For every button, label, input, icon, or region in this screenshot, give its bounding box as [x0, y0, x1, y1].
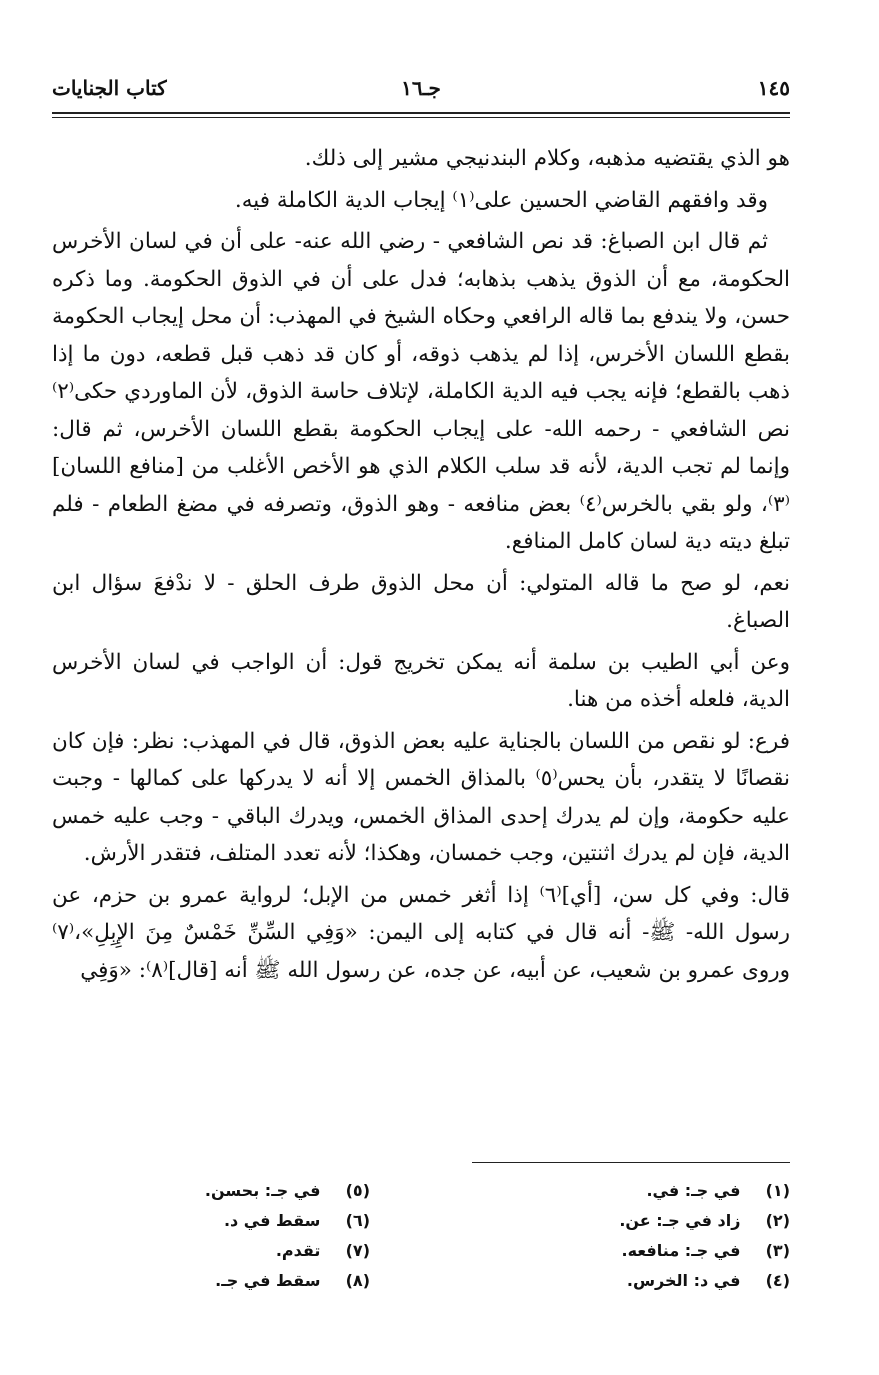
- paragraph: هو الذي يقتضيه مذهبه، وكلام البندنيجي مشير إلى ذلك.: [304, 146, 790, 171]
- paragraph: وقد وافقهم القاضي الحسين على⁽١⁾ إيجاب الدية الكاملة فيه.: [234, 187, 768, 213]
- footnotes-column-left: [50, 1176, 370, 1296]
- footnote-number: (٨): [345, 1271, 370, 1290]
- header-rule-thick: [52, 112, 790, 114]
- footnote-number: (٥): [345, 1181, 370, 1200]
- volume-label: جـ١٦: [401, 76, 441, 100]
- book-page: [52, 0, 790, 1375]
- book-title: كتاب الجنايات: [52, 76, 167, 100]
- footnote-number: (١): [765, 1181, 790, 1200]
- footnote-item: [470, 1266, 790, 1296]
- footnote-item: [50, 1266, 370, 1296]
- paragraph: فرع: لو نقص من اللسان بالجناية عليه بعض الذوق، قال في المهذب: نظر: فإن كان نقصانًا لا يتقدر، بأن يحس⁽٥⁾ بالمذاق الخمس إلا أنه لا يدركها على كمالها - وجبت عليه حكومة، وإن لم يدرك إحدى المذاق الخمس، ويدرك الباقي - وجب عليه خمس الدية، فإن لم يدرك اثنتين، وجب خمسان، وهكذا؛ لأنه تعدد المتلف، فتقدر الأرش.: [52, 728, 790, 866]
- header-rule-thin: [52, 117, 790, 118]
- footnote-text: في جـ: في.: [646, 1181, 741, 1200]
- footnote-text: في د: الخرس.: [626, 1271, 741, 1290]
- footnotes-column-right: [470, 1176, 790, 1296]
- footnotes: [52, 1176, 790, 1306]
- main-text: [52, 140, 790, 993]
- footnote-item: [470, 1206, 790, 1236]
- footnote-text: في جـ: بحسن.: [204, 1181, 321, 1200]
- page-header: [52, 70, 790, 110]
- page-number: ١٤٥: [757, 76, 790, 100]
- footnote-number: (٤): [765, 1271, 790, 1290]
- footnote-number: (٣): [765, 1241, 790, 1260]
- footnote-number: (٦): [345, 1211, 370, 1230]
- footnote-item: [470, 1176, 790, 1206]
- footnote-text: تقدم.: [275, 1241, 321, 1260]
- footnote-text: سقط في جـ.: [215, 1271, 321, 1290]
- paragraph: نعم، لو صح ما قاله المتولي: أن محل الذوق طرف الحلق - لا ندْفعَ سؤال ابن الصباغ.: [52, 570, 790, 633]
- footnote-item: [50, 1206, 370, 1236]
- footnote-text: زاد في جـ: عن.: [619, 1211, 741, 1230]
- footnote-item: [50, 1176, 370, 1206]
- footnote-number: (٧): [345, 1241, 370, 1260]
- footnote-text: سقط في د.: [223, 1211, 321, 1230]
- footnote-text: في جـ: منافعه.: [621, 1241, 741, 1260]
- footnote-item: [470, 1236, 790, 1266]
- footnote-item: [50, 1236, 370, 1266]
- footnote-separator: [472, 1162, 790, 1163]
- footnote-number: (٢): [765, 1211, 790, 1230]
- paragraph: ثم قال ابن الصباغ: قد نص الشافعي - رضي الله عنه- على أن في لسان الأخرس الحكومة، مع أن الذوق يذهب بذهابه؛ فدل على أن في الذوق الحكومة. وما ذكره حسن، ولا يندفع بما قاله الرافعي وحكاه الشيخ في المهذب: أن محل إيجاب الحكومة بقطع اللسان الأخرس، إذا لم يذهب ذوقه، أو كان قد ذهب قبل قطعه، دون ما إذا ذهب بالقطع؛ فإنه يجب فيه الدية الكاملة، لإتلاف حاسة الذوق، لأن الماوردي حكى⁽٢⁾ نص الشافعي - رحمه الله- على إيجاب الحكومة بقطع اللسان الأخرس، ثم قال: وإنما لم تجب الدية، لأنه قد سلب الكلام الذي هو الأخص الأغلب من [منافع اللسان]⁽٣⁾، ولو بقي بالخرس⁽٤⁾ بعض منافعه - وهو الذوق، وتصرفه في مضغ الطعام - فلم تبلغ ديته دية لسان كامل المنافع.: [52, 229, 790, 554]
- paragraph: وعن أبي الطيب بن سلمة أنه يمكن تخريج قول: أن الواجب في لسان الأخرس الدية، فلعله أخذه من هنا.: [52, 649, 790, 712]
- paragraph: قال: وفي كل سن، [أي]⁽٦⁾ إذا أثغر خمس من الإبل؛ لرواية عمرو بن حزم، عن رسول الله- ﷺ- أنه قال في كتابه إلى اليمن: «وَفِي السِّنِّ خَمْسٌ مِنَ الإِبِلِ»،⁽٧⁾ وروى عمرو بن شعيب، عن أبيه، عن جده، عن رسول الله ﷺ أنه [قال]⁽٨⁾: «وَفِي: [52, 882, 790, 983]
